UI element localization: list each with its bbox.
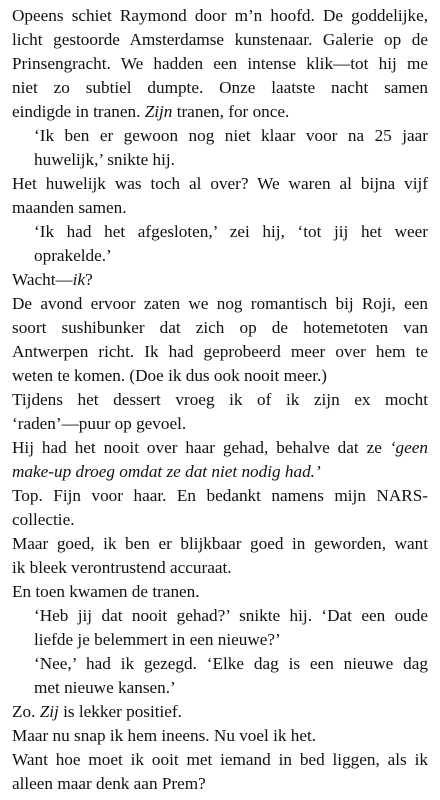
- text-run: Maar goed, ik ben er blijkbaar goed in geworden, want: [12, 534, 428, 553]
- text-run: collectie.: [12, 510, 75, 529]
- paragraph: [12, 724, 428, 748]
- text-run: weten te komen. (Doe ik dus ook nooit meer.): [12, 366, 328, 385]
- paragraph: [12, 484, 428, 532]
- text-run: Antwerpen richt. Ik had geprobeerd meer over hem te: [12, 342, 428, 361]
- paragraph: [12, 268, 428, 292]
- text-run: ik bleek verontrustend accuraat.: [12, 558, 232, 577]
- text-run: ‘raden’—puur op gevoel.: [12, 414, 187, 433]
- text-run: Tijdens het dessert vroeg ik of ik zijn ex mocht: [12, 390, 428, 409]
- text-run: licht gestoorde Amsterdamse kunstenaar. Galerie op de: [12, 30, 428, 49]
- text-run: huwelijk,’ snikte hij.: [34, 150, 175, 169]
- text-run: is lekker positief.: [58, 702, 182, 721]
- text-line: [34, 124, 428, 148]
- text-line: [34, 244, 428, 268]
- text-run: ‘Ik had het afgesloten,’ zei hij, ‘tot jij het weer: [34, 222, 428, 241]
- text-run: Wacht—: [12, 270, 73, 289]
- italic-text: make-up droeg omdat ze dat niet nodig had.’: [12, 462, 321, 481]
- text-line: [12, 460, 428, 484]
- paragraph: [12, 172, 428, 220]
- text-line: [34, 148, 428, 172]
- paragraph: [12, 388, 428, 436]
- italic-text: ‘geen: [389, 438, 428, 457]
- text-run: maanden samen.: [12, 198, 127, 217]
- text-run: ‘Ik ben er gewoon nog niet klaar voor na 25 jaar: [34, 126, 428, 145]
- text-line: [12, 772, 428, 796]
- text-run: alleen maar denk aan Prem?: [12, 774, 206, 793]
- text-line: [12, 340, 428, 364]
- paragraph: [12, 700, 428, 724]
- text-line: [12, 724, 428, 748]
- text-line: [34, 652, 428, 676]
- text-line: [12, 556, 428, 580]
- text-line: [12, 4, 428, 28]
- text-run: eindigde in tranen.: [12, 102, 145, 121]
- text-line: [12, 364, 428, 388]
- paragraph: [12, 220, 428, 268]
- text-run: ‘Nee,’ had ik gezegd. ‘Elke dag is een nieuwe dag: [34, 654, 428, 673]
- text-line: [12, 580, 428, 604]
- text-run: tranen, for once.: [172, 102, 290, 121]
- text-line: [12, 532, 428, 556]
- text-line: [12, 172, 428, 196]
- italic-text: Zij: [39, 702, 59, 721]
- text-run: Want hoe moet ik ooit met iemand in bed liggen, als ik: [12, 750, 428, 769]
- paragraph: [12, 604, 428, 652]
- text-line: [12, 508, 428, 532]
- text-run: ?: [85, 270, 93, 289]
- text-run: Zo.: [12, 702, 40, 721]
- text-line: [12, 436, 428, 460]
- text-line: [12, 292, 428, 316]
- paragraph: [12, 580, 428, 604]
- text-line: [12, 748, 428, 772]
- text-line: [12, 316, 428, 340]
- text-run: En toen kwamen de tranen.: [12, 582, 200, 601]
- text-line: [34, 628, 428, 652]
- text-line: [12, 76, 428, 100]
- text-run: Maar nu snap ik hem ineens. Nu voel ik het.: [12, 726, 317, 745]
- text-line: [34, 676, 428, 700]
- text-line: [34, 220, 428, 244]
- text-line: [12, 100, 428, 124]
- text-line: [12, 52, 428, 76]
- paragraph: [12, 748, 428, 796]
- text-run: ‘Heb jij dat nooit gehad?’ snikte hij. ‘Dat een oude: [34, 606, 428, 625]
- text-line: [12, 388, 428, 412]
- text-line: [12, 484, 428, 508]
- text-line: [12, 700, 428, 724]
- paragraph: [12, 292, 428, 388]
- text-run: Het huwelijk was toch al over? We waren al bijna vijf: [12, 174, 428, 193]
- italic-text: ik: [72, 270, 86, 289]
- italic-text: Zijn: [144, 102, 173, 121]
- paragraph: [12, 124, 428, 172]
- paragraph: [12, 4, 428, 124]
- text-line: [34, 604, 428, 628]
- paragraph: [12, 436, 428, 484]
- text-line: [12, 196, 428, 220]
- paragraph: [12, 652, 428, 700]
- text-run: De avond ervoor zaten we nog romantisch bij Roji, een: [12, 294, 428, 313]
- text-line: [12, 412, 428, 436]
- text-run: niet zo subtiel dumpte. Onze laatste nacht samen: [12, 78, 428, 97]
- text-run: Hij had het nooit over haar gehad, behalve dat ze: [12, 438, 390, 457]
- text-run: liefde je belemmert in een nieuwe?’: [34, 630, 281, 649]
- text-run: Top. Fijn voor haar. En bedankt namens mijn NARS-: [12, 486, 428, 505]
- text-run: Prinsengracht. We hadden een intense klik—tot hij me: [12, 54, 428, 73]
- text-line: [12, 268, 428, 292]
- text-line: [12, 28, 428, 52]
- text-run: oprakelde.’: [34, 246, 112, 265]
- text-run: Opeens schiet Raymond door m’n hoofd. De goddelijke,: [12, 6, 428, 25]
- paragraph: [12, 532, 428, 580]
- text-run: met nieuwe kansen.’: [34, 678, 176, 697]
- text-run: soort sushibunker dat zich op de hotemetoten van: [12, 318, 428, 337]
